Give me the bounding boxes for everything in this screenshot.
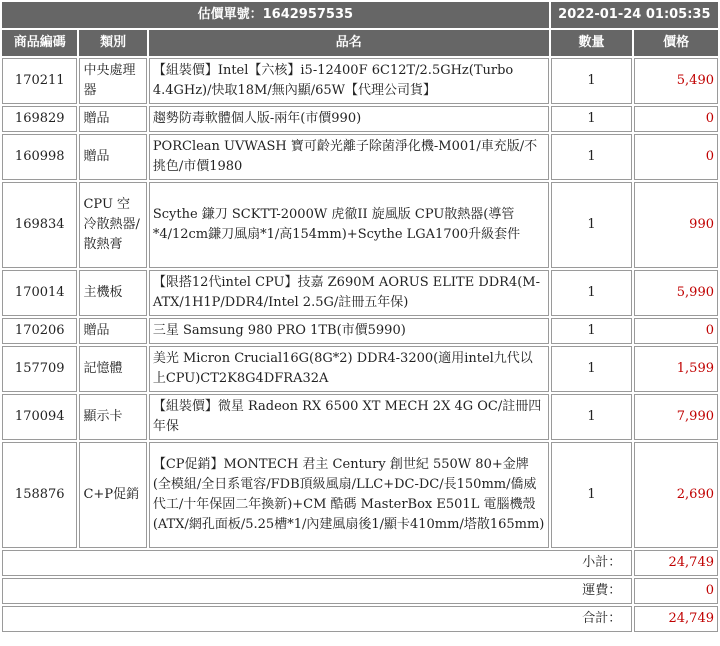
item-category: 贈品 bbox=[79, 318, 146, 344]
table-row bbox=[2, 270, 718, 316]
shipping-value: 0 bbox=[634, 578, 718, 604]
quote-timestamp: 2022-01-24 01:05:35 bbox=[551, 2, 718, 28]
shipping-label: 運費： bbox=[2, 578, 632, 604]
item-qty: 1 bbox=[551, 134, 633, 180]
item-qty: 1 bbox=[551, 106, 633, 132]
item-price: 0 bbox=[634, 106, 718, 132]
table-row bbox=[2, 442, 718, 548]
header-qty: 數量 bbox=[551, 30, 633, 56]
item-name: 美光 Micron Crucial16G(8G*2) DDR4-3200(適用intel九代以上CPU)CT2K8G4DFRA32A bbox=[149, 346, 549, 392]
total-value: 24,749 bbox=[634, 606, 718, 632]
item-code: 169829 bbox=[2, 106, 77, 132]
table-row bbox=[2, 318, 718, 344]
item-name: 【組裝價】微星 Radeon RX 6500 XT MECH 2X 4G OC/註冊四年保 bbox=[149, 394, 549, 440]
table-row bbox=[2, 394, 718, 440]
table-row bbox=[2, 182, 718, 268]
header-price: 價格 bbox=[634, 30, 718, 56]
item-qty: 1 bbox=[551, 346, 633, 392]
item-qty: 1 bbox=[551, 270, 633, 316]
item-category: 贈品 bbox=[79, 134, 146, 180]
item-name: 趨勢防毒軟體個人版-兩年(市價990) bbox=[149, 106, 549, 132]
subtotal-label: 小計： bbox=[2, 550, 632, 576]
table-row bbox=[2, 346, 718, 392]
item-qty: 1 bbox=[551, 182, 633, 268]
item-code: 169834 bbox=[2, 182, 77, 268]
item-price: 990 bbox=[634, 182, 718, 268]
header-code: 商品編碼 bbox=[2, 30, 77, 56]
item-code: 170094 bbox=[2, 394, 77, 440]
table-row bbox=[2, 106, 718, 132]
item-price: 5,990 bbox=[634, 270, 718, 316]
subtotal-row bbox=[2, 550, 718, 576]
item-code: 170206 bbox=[2, 318, 77, 344]
item-code: 160998 bbox=[2, 134, 77, 180]
item-category: 主機板 bbox=[79, 270, 146, 316]
item-category: 中央處理器 bbox=[79, 58, 146, 104]
item-category: 顯示卡 bbox=[79, 394, 146, 440]
subtotal-value: 24,749 bbox=[634, 550, 718, 576]
item-name: PORClean UVWASH 寶可齡光離子除菌淨化機-M001/車充版/不挑色/市價1980 bbox=[149, 134, 549, 180]
item-code: 157709 bbox=[2, 346, 77, 392]
item-name: 三星 Samsung 980 PRO 1TB(市價5990) bbox=[149, 318, 549, 344]
table-row bbox=[2, 58, 718, 104]
item-price: 1,599 bbox=[634, 346, 718, 392]
item-price: 2,690 bbox=[634, 442, 718, 548]
header-category: 類別 bbox=[79, 30, 146, 56]
item-code: 158876 bbox=[2, 442, 77, 548]
quote-number: 估價單號：1642957535 bbox=[2, 2, 549, 28]
item-qty: 1 bbox=[551, 442, 633, 548]
item-name: 【CP促銷】MONTECH 君主 Century 創世紀 550W 80+金牌 (全模組/全日系電容/FDB頂級風扇/LLC+DC-DC/長150mm/僑威代工/十年保固二年換新)+CM 酷碼 MasterBox E501L 電腦機殼 (ATX/網孔面板/5.25槽*1/內建風扇後1/顯卡410mm/塔散165mm) bbox=[149, 442, 549, 548]
item-name: 【組裝價】Intel【六核】i5-12400F 6C12T/2.5GHz(Turbo 4.4GHz)/快取18M/無內顯/65W【代理公司貨】 bbox=[149, 58, 549, 104]
item-category: 贈品 bbox=[79, 106, 146, 132]
total-row bbox=[2, 606, 718, 632]
item-category: 記憶體 bbox=[79, 346, 146, 392]
item-price: 0 bbox=[634, 134, 718, 180]
item-qty: 1 bbox=[551, 394, 633, 440]
item-qty: 1 bbox=[551, 58, 633, 104]
total-label: 合計： bbox=[2, 606, 632, 632]
item-code: 170211 bbox=[2, 58, 77, 104]
item-price: 7,990 bbox=[634, 394, 718, 440]
item-name: 【限搭12代intel CPU】技嘉 Z690M AORUS ELITE DDR4(M-ATX/1H1P/DDR4/Intel 2.5G/註冊五年保) bbox=[149, 270, 549, 316]
table-row bbox=[2, 134, 718, 180]
item-price: 5,490 bbox=[634, 58, 718, 104]
shipping-row bbox=[2, 578, 718, 604]
item-category: C+P促銷 bbox=[79, 442, 146, 548]
item-qty: 1 bbox=[551, 318, 633, 344]
item-code: 170014 bbox=[2, 270, 77, 316]
header-name: 品名 bbox=[149, 30, 549, 56]
item-price: 0 bbox=[634, 318, 718, 344]
item-category: CPU 空冷散熱器/散熱膏 bbox=[79, 182, 146, 268]
item-name: Scythe 鎌刀 SCKTT-2000W 虎徹II 旋風版 CPU散熱器(導管*4/12cm鎌刀風扇*1/高154mm)+Scythe LGA1700升級套件 bbox=[149, 182, 549, 268]
